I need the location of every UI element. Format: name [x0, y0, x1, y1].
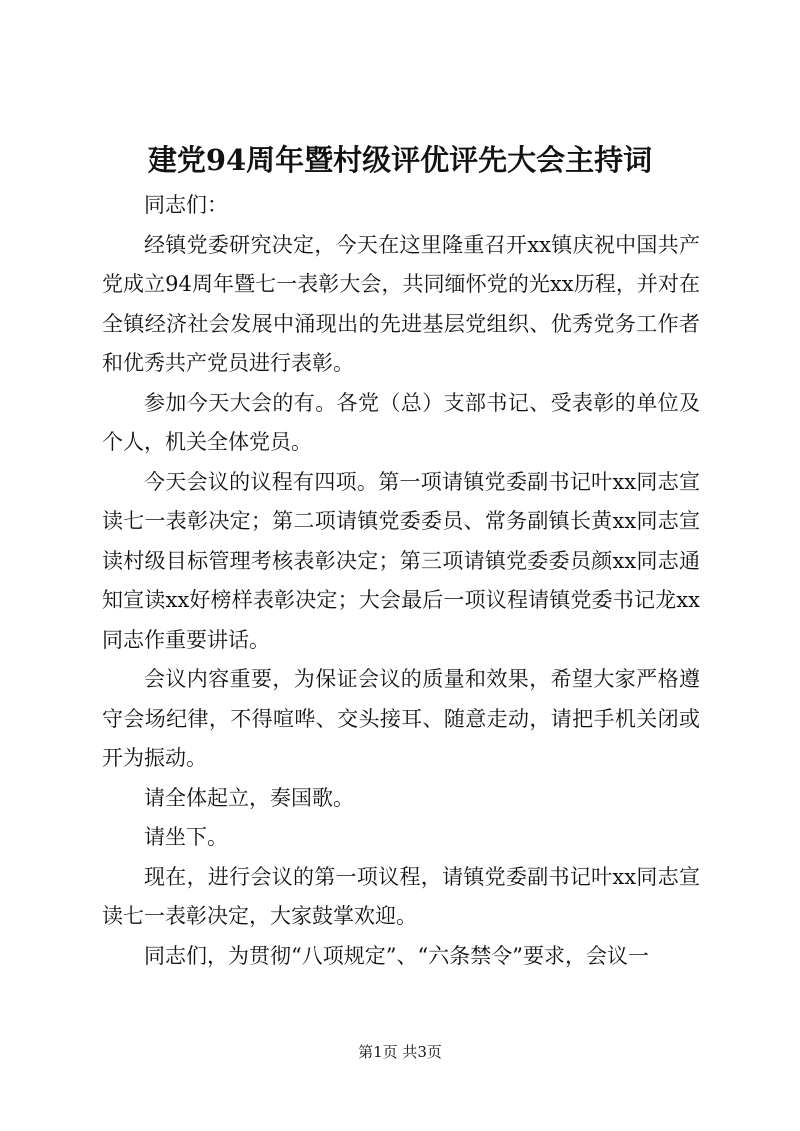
paragraph-discipline: 会议内容重要，为保证会议的质量和效果，希望大家严格遵守会场纪律，不得喧哗、交头接耳、随意走动，请把手机关闭或开为振动。: [102, 667, 700, 770]
paragraph-sit-down: 请坐下。: [144, 825, 228, 849]
paragraph-salutation: 同志们：: [144, 193, 228, 217]
paragraph-first-item: 现在，进行会议的第一项议程，请镇党委副书记叶xx同志宣读七一表彰决定，大家鼓掌欢迎。: [102, 864, 700, 928]
paragraph-opening: 经镇党委研究决定，今天在这里隆重召开xx镇庆祝中国共产党成立94周年暨七一表彰大会，共同缅怀党的光xx历程，并对在全镇经济社会发展中涌现出的先进基层党组织、优秀党务工作者和优秀共产党员进行表彰。: [102, 232, 700, 375]
paragraph-anthem: 请全体起立，奏国歌。: [144, 785, 354, 810]
paragraph-attendees: 参加今天大会的有。各党（总）支部书记、受表彰的单位及个人，机关全体党员。: [102, 390, 700, 454]
document-title: 建党94周年暨村级评优评先大会主持词: [147, 143, 653, 177]
paragraph-agenda: 今天会议的议程有四项。第一项请镇党委副书记叶xx同志宣读七一表彰决定；第二项请镇党委委员、常务副镇长黄xx同志宣读村级目标管理考核表彰决定；第三项请镇党委委员颜xx同志通知宣读xx好榜样表彰决定；大会最后一项议程请镇党委书记龙xx同志作重要讲话。: [102, 469, 700, 652]
paragraph-regulations: 同志们，为贯彻“八项规定”、“六条禁令”要求，会议一: [144, 943, 649, 968]
document-body: [102, 186, 700, 976]
page-footer: 第1页 共3页: [358, 1043, 442, 1061]
